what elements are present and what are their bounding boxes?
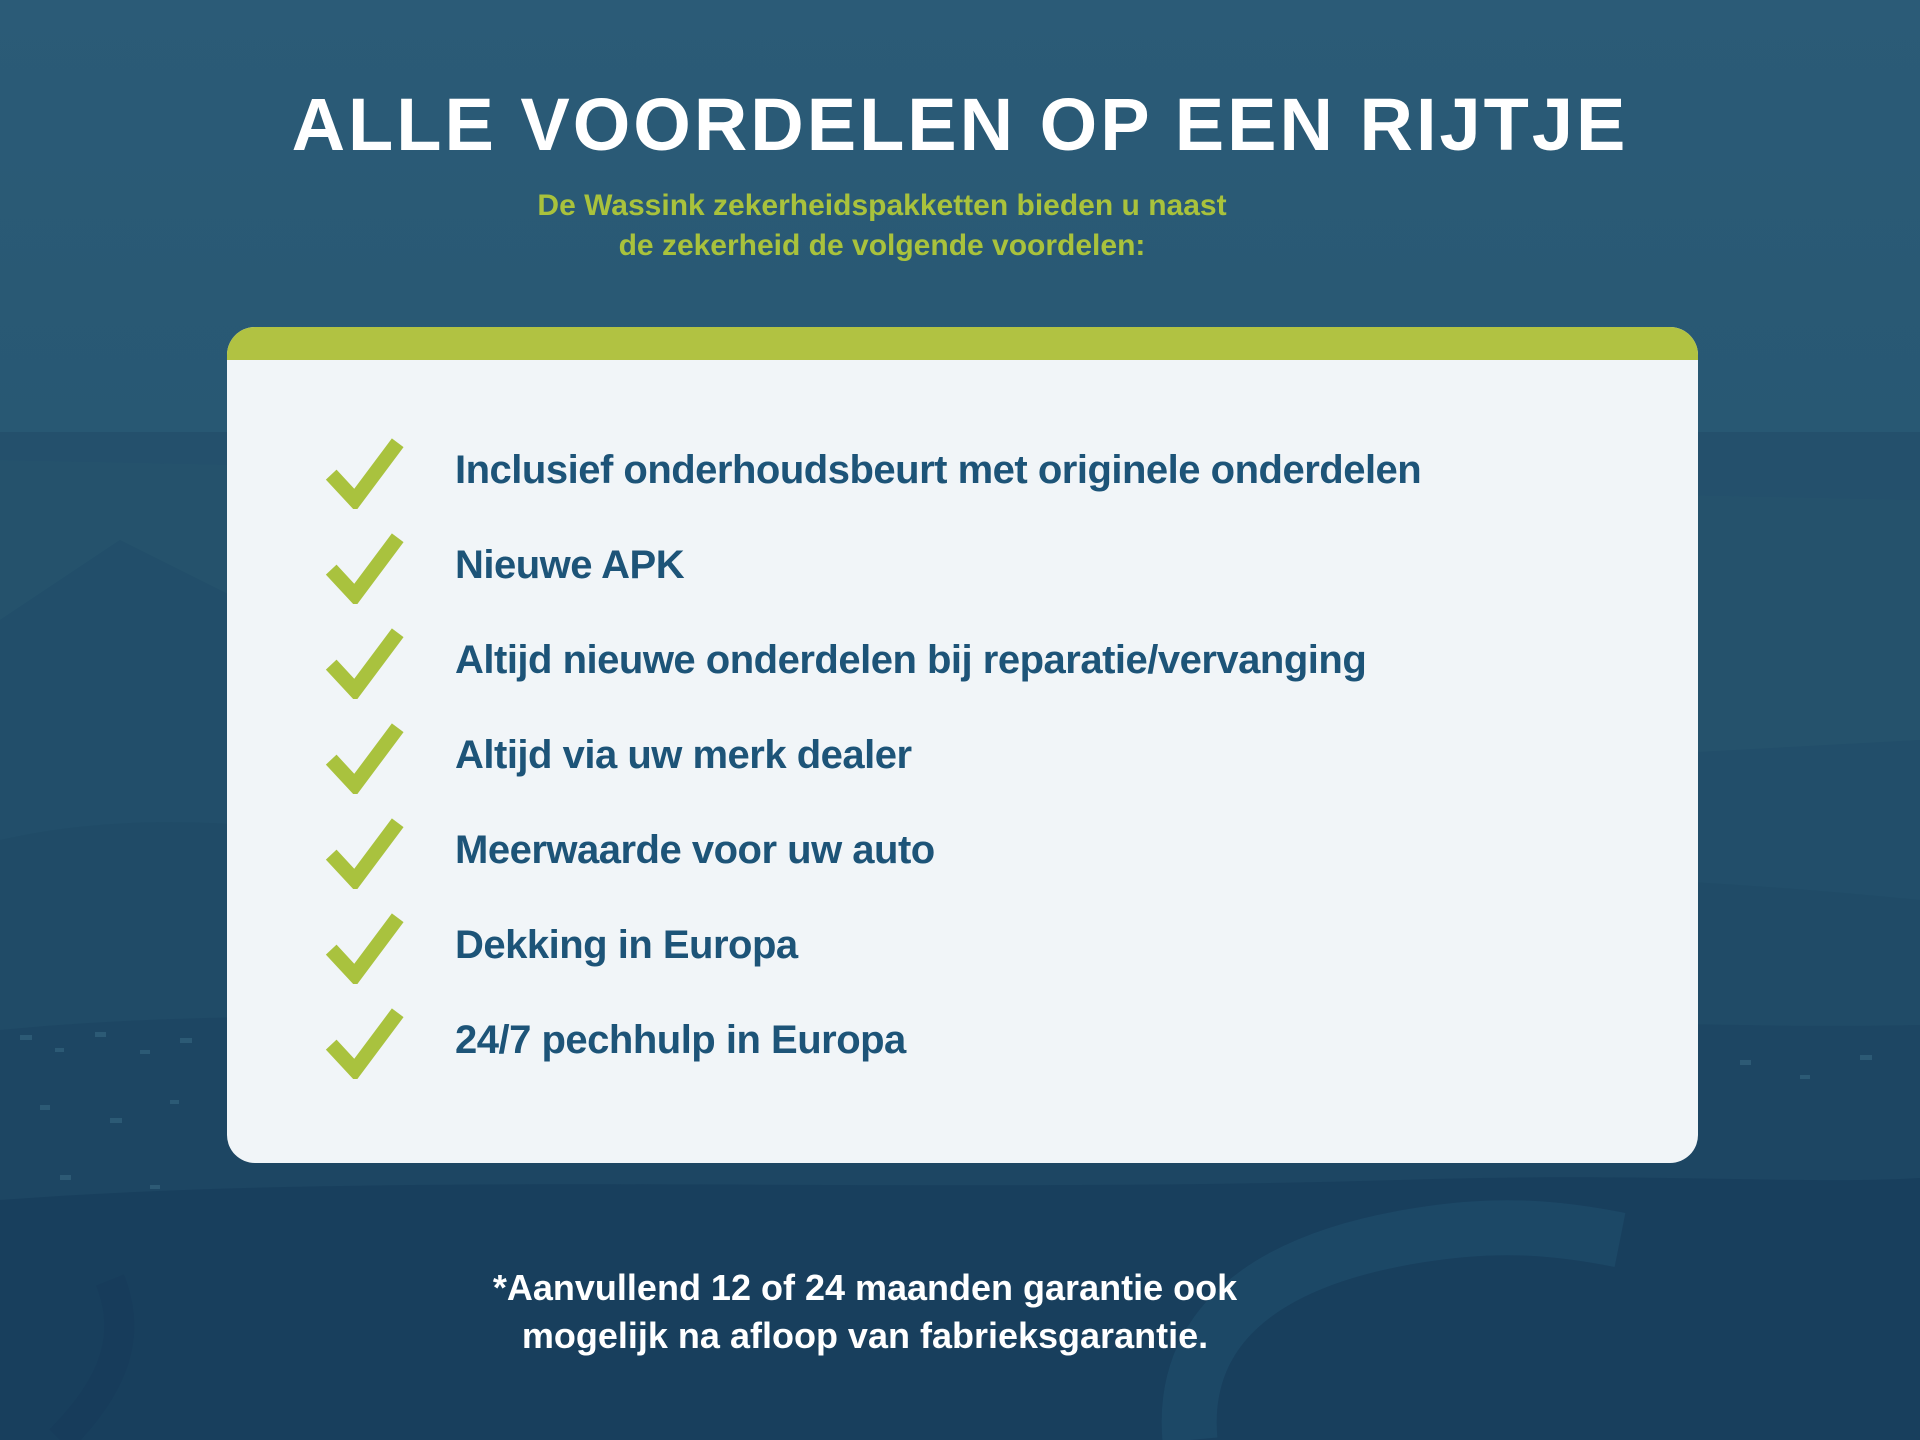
check-icon — [323, 718, 405, 794]
benefit-label: 24/7 pechhulp in Europa — [455, 1018, 906, 1062]
page-subtitle — [0, 186, 1764, 266]
benefit-row — [323, 803, 1658, 898]
benefit-label: Nieuwe APK — [455, 543, 685, 587]
benefit-row — [323, 898, 1658, 993]
card-accent-bar — [227, 327, 1698, 360]
benefit-label: Altijd nieuwe onderdelen bij reparatie/vervanging — [455, 638, 1367, 682]
benefit-label: Dekking in Europa — [455, 923, 798, 967]
subtitle-line-1: De Wassink zekerheidspakketten bieden u naast — [537, 189, 1227, 222]
check-icon — [323, 433, 405, 509]
benefits-card — [227, 327, 1698, 1163]
benefit-label: Altijd via uw merk dealer — [455, 733, 912, 777]
footnote-line-1: *Aanvullend 12 of 24 maanden garantie ook — [492, 1267, 1238, 1308]
benefit-label: Inclusief onderhoudsbeurt met originele onderdelen — [455, 448, 1422, 492]
footnote-line-2: mogelijk na afloop van fabrieksgarantie. — [521, 1315, 1209, 1356]
benefit-row — [323, 423, 1658, 518]
benefit-list — [323, 423, 1658, 1088]
check-icon — [323, 528, 405, 604]
footnote — [0, 1264, 1730, 1360]
page-title: ALLE VOORDELEN OP EEN RIJTJE — [291, 83, 1629, 166]
subtitle-line-2: de zekerheid de volgende voordelen: — [618, 229, 1146, 262]
benefit-row — [323, 708, 1658, 803]
benefit-row — [323, 993, 1658, 1088]
benefit-label: Meerwaarde voor uw auto — [455, 828, 935, 872]
benefit-row — [323, 518, 1658, 613]
benefit-row — [323, 613, 1658, 708]
check-icon — [323, 813, 405, 889]
check-icon — [323, 623, 405, 699]
check-icon — [323, 908, 405, 984]
check-icon — [323, 1003, 405, 1079]
